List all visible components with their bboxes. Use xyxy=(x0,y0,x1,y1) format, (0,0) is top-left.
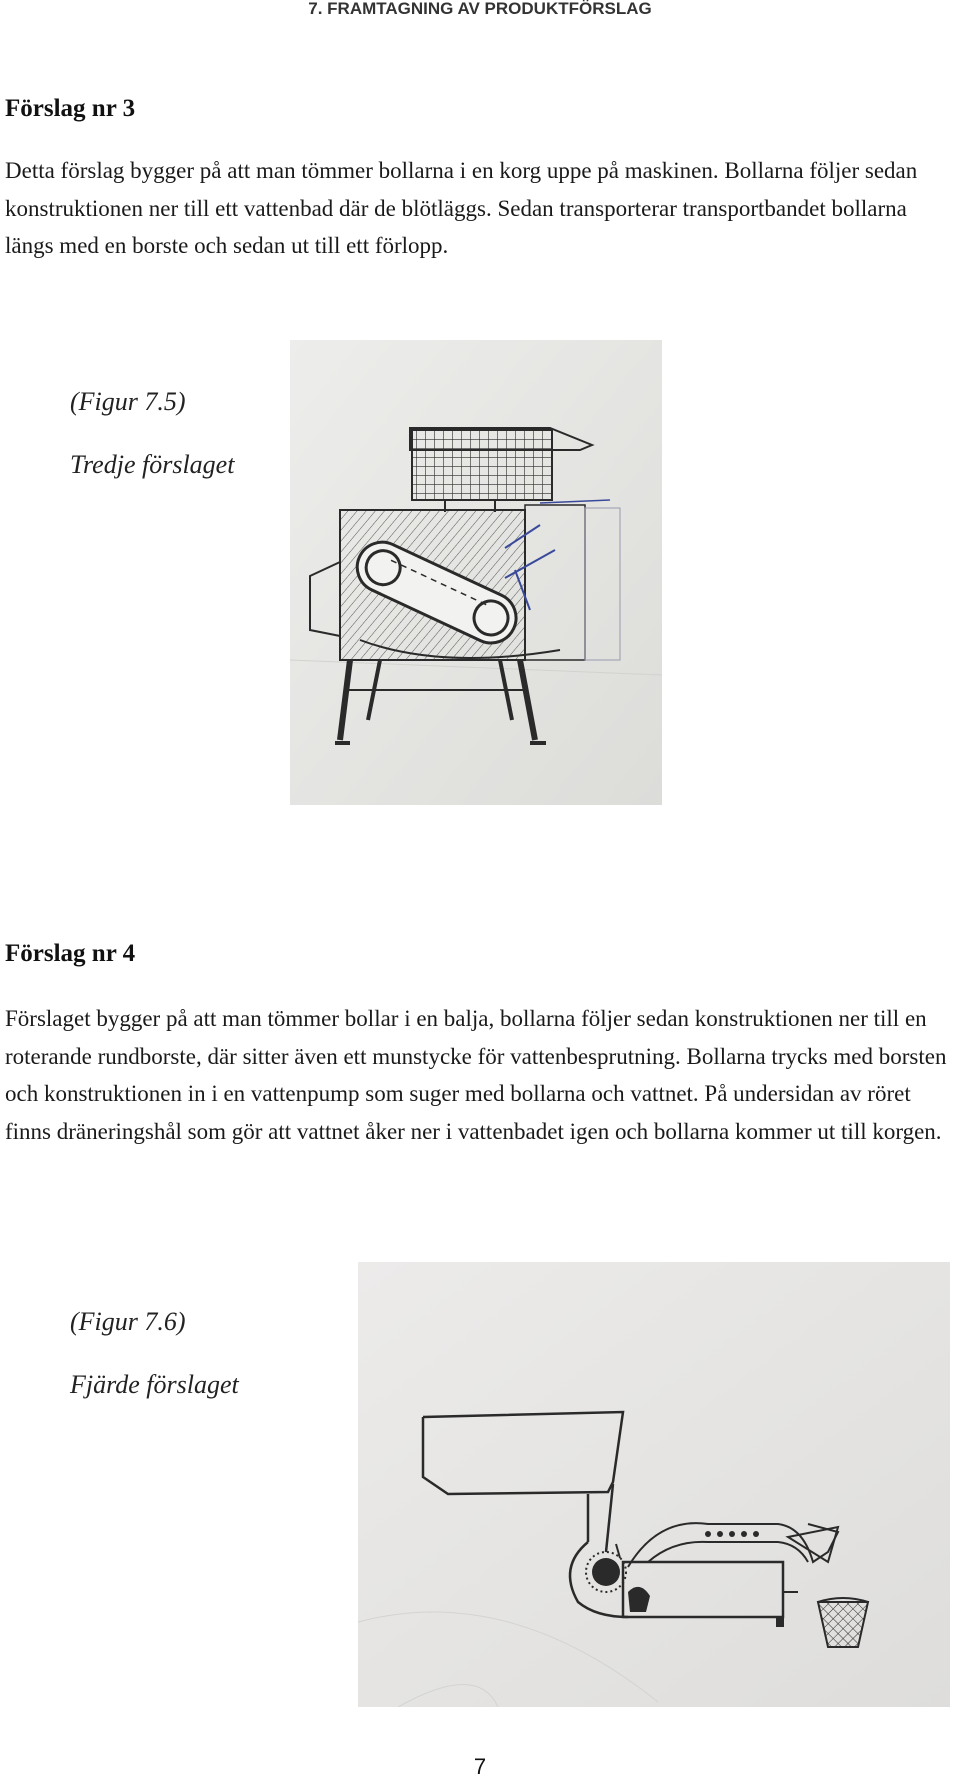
proposal-4-heading: Förslag nr 4 xyxy=(5,940,136,967)
page-number: 7 xyxy=(473,1754,487,1779)
figure-7-6-sketch xyxy=(358,1262,950,1707)
figure-7-6-caption: Fjärde förslaget xyxy=(70,1370,239,1399)
figure-7-5-ref: (Figur 7.5) xyxy=(70,387,186,416)
running-header: 7. FRAMTAGNING AV PRODUKTFÖRSLAG xyxy=(308,0,652,18)
figure-7-6-ref: (Figur 7.6) xyxy=(70,1307,186,1336)
figure-7-5-caption: Tredje förslaget xyxy=(70,450,235,479)
proposal-4-body: Förslaget bygger på att man tömmer bollar i en balja, bollarna följer sedan konstruktionen ner till en roterande rundborste, där sitter även ett munstycke för vattenbesprutning. Bollarna trycks med borsten och konstruktionen in i en vattenpump som suger med bollarna och vattnet. På undersidan av röret finns dräneringshål som gör att vattnet åker ner i vattenbadet igen och bollarna kommer ut till korgen. xyxy=(5,1006,947,1144)
figure-7-5-sketch xyxy=(290,340,662,805)
proposal-3-body: Detta förslag bygger på att man tömmer bollarna i en korg uppe på maskinen. Bollarna följer sedan konstruktionen ner till ett vattenbad där de blötläggs. Sedan transporterar transportbandet bollarna längs med en borste och sedan ut till ett förlopp. xyxy=(5,158,918,258)
proposal-3-heading: Förslag nr 3 xyxy=(5,95,136,122)
